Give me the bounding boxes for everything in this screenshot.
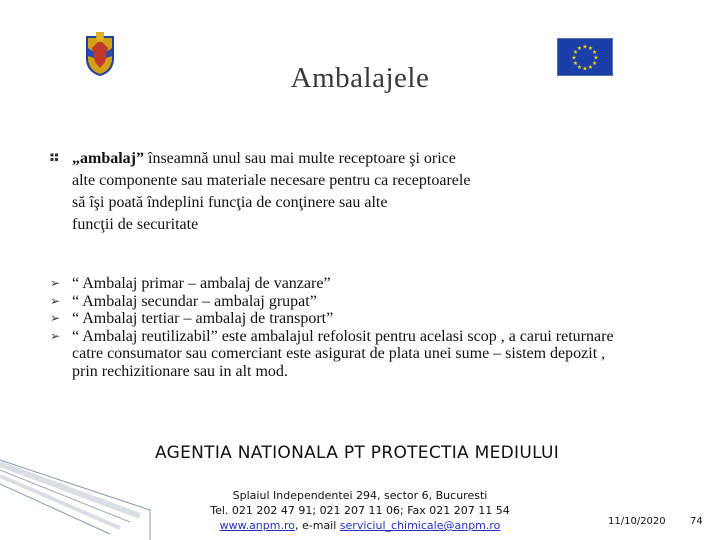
slide-date: 11/10/2020 bbox=[608, 516, 666, 527]
arrow-bullet-icon: ➢ bbox=[50, 276, 61, 290]
arrow-bullet-icon: ➢ bbox=[50, 311, 61, 325]
slide-number: 74 bbox=[690, 516, 703, 527]
eu-star: ★ bbox=[572, 60, 579, 67]
slide-title: Ambalajele bbox=[290, 62, 430, 94]
definition-term: „ambalaj” bbox=[72, 150, 144, 167]
bullet-square-icon bbox=[50, 152, 60, 163]
footer-phone: Tel. 021 202 47 91; 021 207 11 06; Fax 021 207 11 54 bbox=[210, 504, 510, 517]
eu-star: ★ bbox=[587, 64, 594, 72]
packaging-types-list bbox=[50, 275, 690, 380]
agency-name: AGENTIA NATIONALA PT PROTECTIA MEDIULUI bbox=[155, 443, 560, 463]
footer-contact bbox=[150, 488, 570, 533]
eu-star: ★ bbox=[591, 60, 598, 67]
eu-star: ★ bbox=[576, 44, 583, 52]
eu-star: ★ bbox=[582, 65, 588, 73]
definition-line-1 bbox=[72, 148, 670, 170]
email-link[interactable]: serviciul_chimicale@anpm.ro bbox=[339, 519, 501, 532]
eu-star: ★ bbox=[587, 44, 594, 52]
eu-star: ★ bbox=[576, 64, 583, 72]
footer-web-email bbox=[150, 518, 570, 533]
definition-text: înseamnă unul sau mai multe receptoare şi orice bbox=[144, 150, 456, 167]
footer-address: Splaiul Independentei 294, sector 6, Bucuresti bbox=[232, 489, 488, 502]
eu-star: ★ bbox=[593, 54, 599, 62]
list-item-continuation: catre consumator sau comerciant este asigurat de plata unei sume – sistem depozit , bbox=[72, 345, 606, 362]
list-item-text: “ Ambalaj secundar – ambalaj grupat” bbox=[72, 292, 317, 310]
list-item bbox=[50, 275, 690, 293]
arrow-bullet-icon: ➢ bbox=[50, 293, 61, 308]
list-item bbox=[50, 328, 690, 346]
list-item bbox=[50, 310, 690, 328]
arrow-bullet-icon: ➢ bbox=[50, 328, 61, 343]
definition-block bbox=[50, 148, 670, 236]
email-label: , e-mail bbox=[295, 519, 340, 532]
definition-line-3: să îşi poată îndeplini funcţia de conţinere sau alte bbox=[72, 194, 388, 211]
list-item bbox=[50, 293, 690, 311]
website-link[interactable]: www.anpm.ro bbox=[219, 519, 295, 532]
eu-star: ★ bbox=[591, 49, 598, 56]
eu-star: ★ bbox=[572, 49, 579, 56]
list-item-text: “ Ambalaj primar – ambalaj de vanzare” bbox=[72, 275, 331, 292]
eu-star: ★ bbox=[571, 54, 577, 62]
list-item-text: “ Ambalaj tertiar – ambalaj de transport” bbox=[72, 310, 334, 327]
eu-star: ★ bbox=[582, 43, 588, 51]
list-item-continuation: prin rechizitionare sau in alt mod. bbox=[72, 362, 288, 380]
definition-line-2: alte componente sau materiale necesare pentru ca receptoarele bbox=[72, 172, 471, 189]
definition-line-4: funcţii de securitate bbox=[72, 216, 199, 233]
list-item-text: “ Ambalaj reutilizabil” este ambalajul refolosit pentru acelasi scop , a carui returnare bbox=[72, 327, 614, 345]
